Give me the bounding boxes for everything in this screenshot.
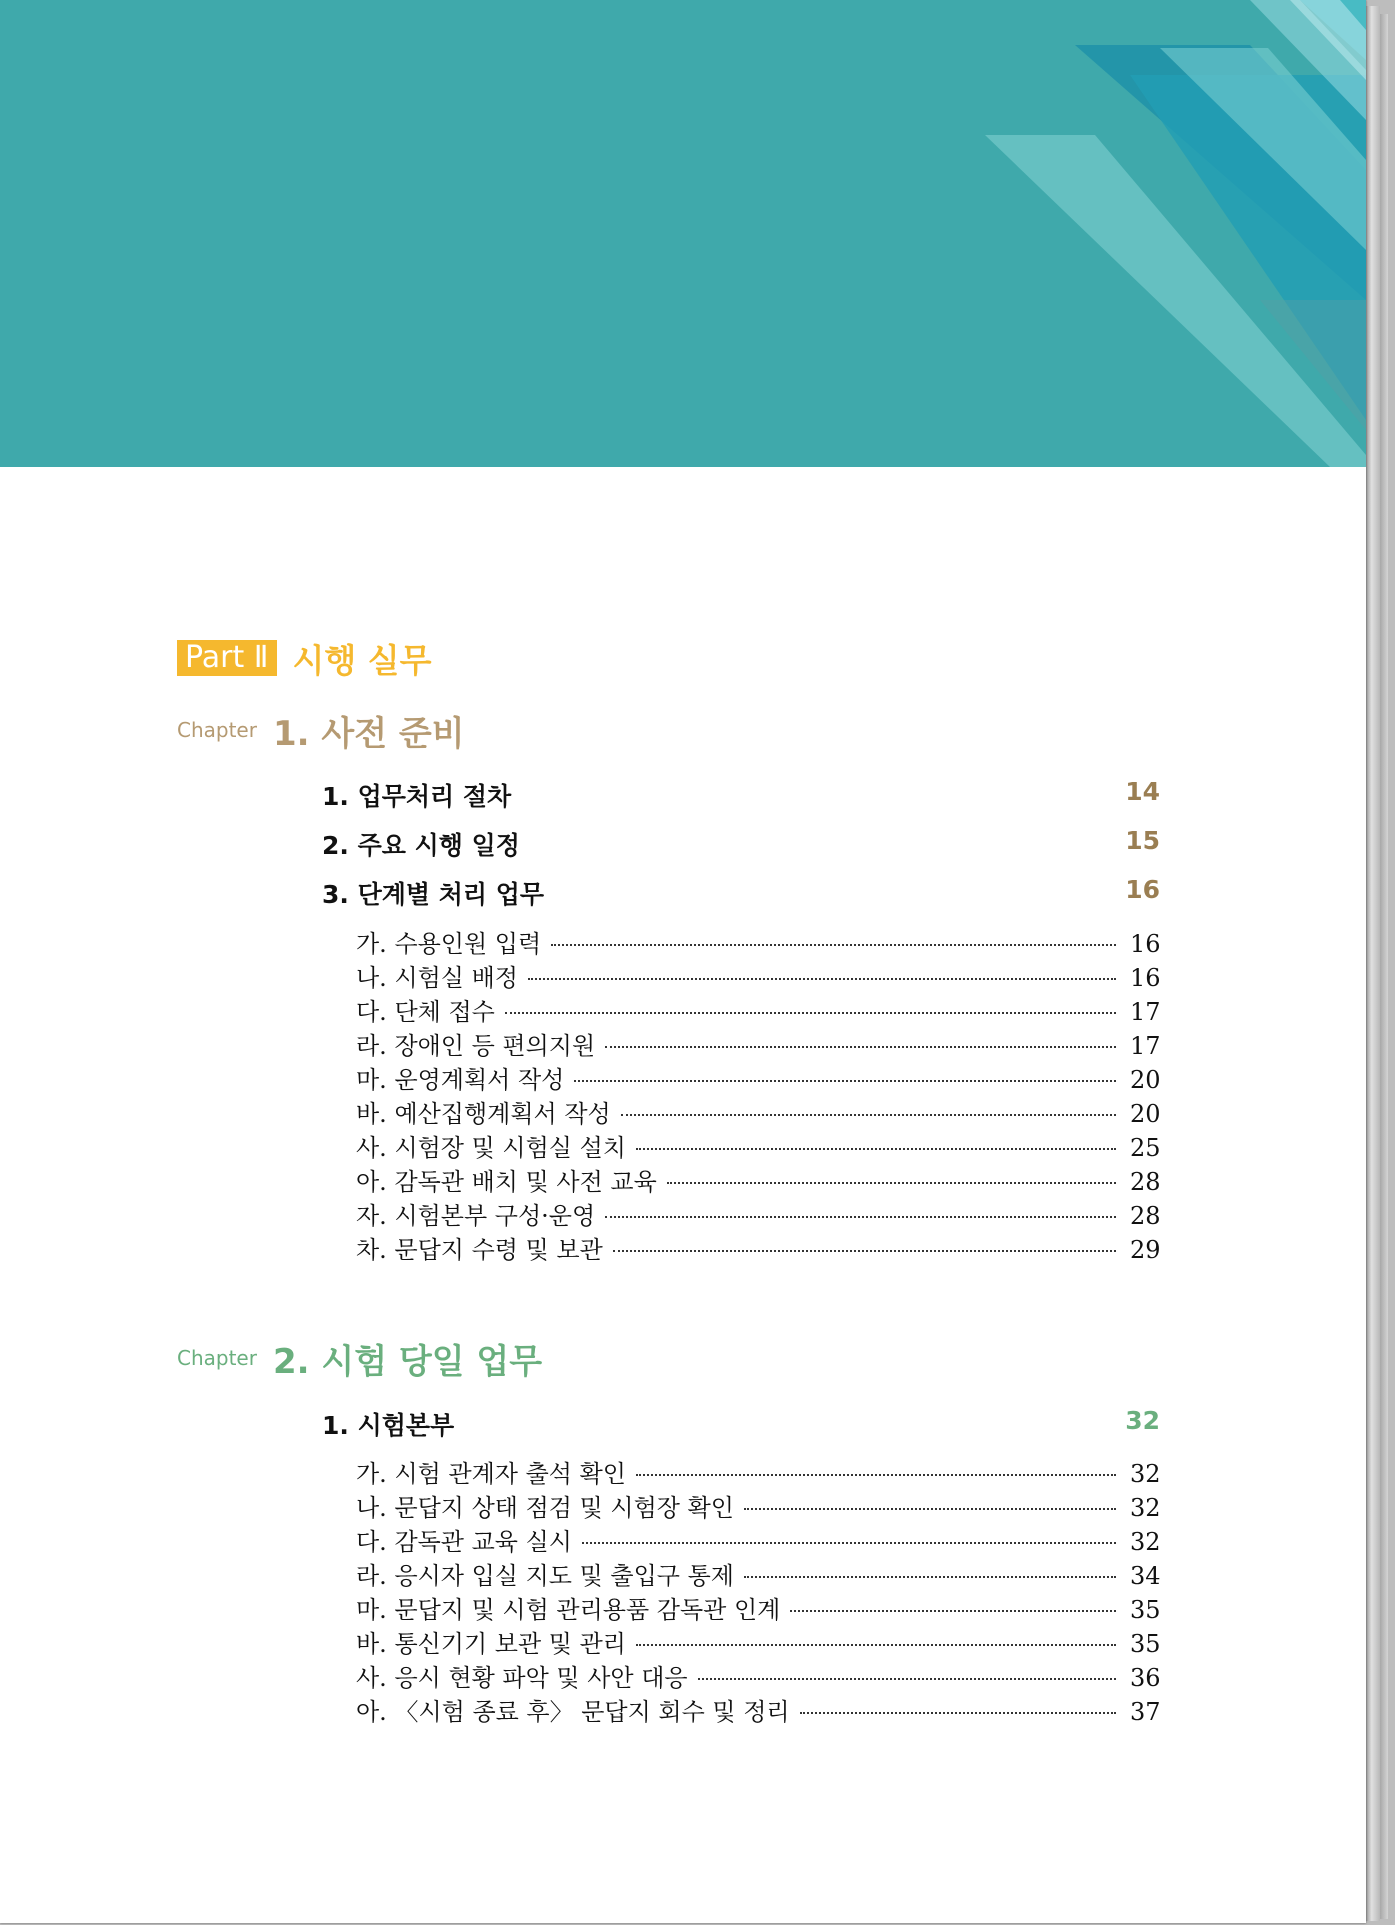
toc-item[interactable]: [356, 1060, 1160, 1095]
toc-item[interactable]: [356, 1590, 1160, 1625]
item-page: 20: [1130, 1100, 1161, 1128]
dot-leader: [613, 1250, 1116, 1252]
section-label: 3. 단계별 처리 업무: [322, 880, 545, 909]
dot-leader: [605, 1046, 1116, 1048]
dot-leader: [528, 978, 1116, 980]
toc-item[interactable]: [356, 1094, 1160, 1129]
item-page: 32: [1130, 1528, 1161, 1556]
item-label: 자. 시험본부 구성·운영: [356, 1202, 596, 1230]
dot-leader: [636, 1644, 1116, 1646]
dot-leader: [744, 1508, 1116, 1510]
toc-item[interactable]: [356, 1026, 1160, 1061]
item-label: 차. 문답지 수령 및 보관: [356, 1236, 603, 1264]
chapter-2-heading: [177, 1334, 542, 1383]
item-label: 아. 감독관 배치 및 사전 교육: [356, 1168, 657, 1196]
section-label: 2. 주요 시행 일정: [322, 831, 520, 860]
item-label: 라. 응시자 입실 지도 및 출입구 통제: [356, 1562, 734, 1590]
item-page: 16: [1130, 930, 1161, 958]
item-label: 마. 문답지 및 시험 관리용품 감독관 인계: [356, 1596, 781, 1624]
dot-leader: [621, 1114, 1116, 1116]
item-page: 36: [1130, 1664, 1161, 1692]
item-label: 나. 문답지 상태 점검 및 시험장 확인: [356, 1494, 734, 1522]
dot-leader: [636, 1148, 1116, 1150]
chapter-word: Chapter: [177, 1346, 257, 1370]
toc-item[interactable]: [356, 1658, 1160, 1693]
toc-item[interactable]: [356, 1454, 1160, 1489]
part-badge: Part Ⅱ: [177, 640, 277, 676]
chapter-title: 2. 시험 당일 업무: [272, 1342, 543, 1382]
item-page: 32: [1130, 1460, 1161, 1488]
item-label: 아. 〈시험 종료 후〉 문답지 회수 및 정리: [356, 1698, 790, 1726]
toc-item[interactable]: [356, 1488, 1160, 1523]
item-page: 37: [1130, 1698, 1161, 1726]
toc-item[interactable]: [356, 1624, 1160, 1659]
toc-item[interactable]: [356, 1128, 1160, 1163]
toc-section[interactable]: [322, 1406, 1160, 1442]
page-stack-edge: [1380, 14, 1388, 1919]
dot-leader: [551, 944, 1116, 946]
dot-leader: [582, 1542, 1116, 1544]
item-label: 나. 시험실 배정: [356, 964, 518, 992]
chapter-1-heading: [177, 706, 465, 755]
item-label: 바. 예산집행계획서 작성: [356, 1100, 611, 1128]
item-label: 가. 시험 관계자 출석 확인: [356, 1460, 626, 1488]
part-heading: [177, 638, 432, 678]
toc-item[interactable]: [356, 924, 1160, 959]
item-page: 28: [1130, 1168, 1161, 1196]
item-label: 사. 시험장 및 시험실 설치: [356, 1134, 626, 1162]
item-page: 35: [1130, 1596, 1161, 1624]
toc-item[interactable]: [356, 1230, 1160, 1265]
chapter-title: 1. 사전 준비: [272, 714, 465, 754]
item-page: 35: [1130, 1630, 1161, 1658]
section-page: 15: [1125, 826, 1160, 855]
toc-item[interactable]: [356, 1162, 1160, 1197]
item-page: 34: [1130, 1562, 1161, 1590]
chapter-word: Chapter: [177, 718, 257, 742]
dot-leader: [800, 1712, 1116, 1714]
dot-leader: [636, 1474, 1116, 1476]
item-page: 17: [1130, 1032, 1161, 1060]
header-banner: [0, 0, 1366, 467]
item-label: 사. 응시 현황 파악 및 사안 대응: [356, 1664, 688, 1692]
toc-item[interactable]: [356, 1556, 1160, 1591]
item-page: 29: [1130, 1236, 1161, 1264]
item-label: 다. 감독관 교육 실시: [356, 1528, 572, 1556]
toc-section[interactable]: [322, 777, 1160, 813]
toc-item[interactable]: [356, 958, 1160, 993]
item-label: 가. 수용인원 입력: [356, 930, 542, 958]
toc-section[interactable]: [322, 875, 1160, 911]
toc-item[interactable]: [356, 1522, 1160, 1557]
item-label: 라. 장애인 등 편의지원: [356, 1032, 596, 1060]
section-page: 32: [1125, 1406, 1160, 1435]
dot-leader: [605, 1216, 1116, 1218]
part-title: 시행 실무: [292, 640, 432, 680]
dot-leader: [667, 1182, 1116, 1184]
item-label: 바. 통신기기 보관 및 관리: [356, 1630, 626, 1658]
section-label: 1. 시험본부: [322, 1411, 455, 1440]
item-page: 20: [1130, 1066, 1161, 1094]
item-page: 28: [1130, 1202, 1161, 1230]
page-edge: [1366, 6, 1380, 1921]
dot-leader: [698, 1678, 1116, 1680]
dot-leader: [744, 1576, 1116, 1578]
section-label: 1. 업무처리 절차: [322, 782, 512, 811]
toc-item[interactable]: [356, 1692, 1160, 1727]
section-page: 16: [1125, 875, 1160, 904]
dot-leader: [505, 1012, 1116, 1014]
dot-leader: [574, 1080, 1116, 1082]
item-label: 마. 운영계획서 작성: [356, 1066, 565, 1094]
toc-item[interactable]: [356, 992, 1160, 1027]
dot-leader: [790, 1610, 1116, 1612]
item-page: 25: [1130, 1134, 1161, 1162]
item-page: 16: [1130, 964, 1161, 992]
item-page: 17: [1130, 998, 1161, 1026]
banner-stripes: [0, 0, 1366, 467]
item-page: 32: [1130, 1494, 1161, 1522]
toc-item[interactable]: [356, 1196, 1160, 1231]
toc-section[interactable]: [322, 826, 1160, 862]
item-label: 다. 단체 접수: [356, 998, 495, 1026]
section-page: 14: [1125, 777, 1160, 806]
